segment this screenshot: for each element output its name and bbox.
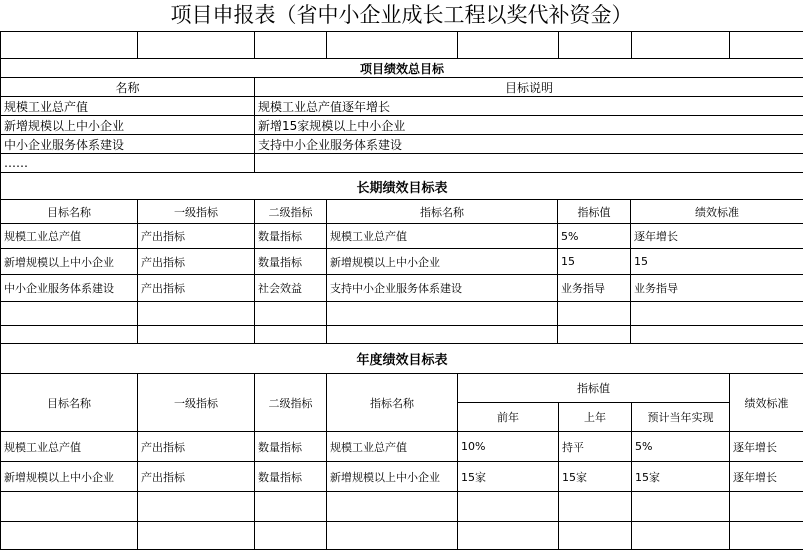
table-cell: 10% xyxy=(458,432,559,462)
long-term-table xyxy=(0,172,803,344)
blank-cell xyxy=(138,32,255,59)
table-cell: 5% xyxy=(558,224,631,249)
table-cell: 新增规模以上中小企业 xyxy=(1,462,138,492)
blank-cell xyxy=(632,32,730,59)
blank-cell xyxy=(327,326,558,344)
blank-cell xyxy=(1,522,138,550)
table-row xyxy=(1,462,803,492)
table-cell: 持平 xyxy=(559,432,632,462)
table-cell: 规模工业总产值 xyxy=(327,224,558,249)
table-row xyxy=(1,116,803,135)
table-cell: 新增规模以上中小企业 xyxy=(1,249,138,275)
long-term-header-goal: 目标名称 xyxy=(1,200,138,224)
table-cell: 产出指标 xyxy=(138,224,255,249)
annual-header-goal: 目标名称 xyxy=(1,374,138,432)
page-title: 项目申报表（省中小企业成长工程以奖代补资金） xyxy=(170,3,633,27)
blank-cell xyxy=(559,522,632,550)
table-cell: 5% xyxy=(632,432,730,462)
table-row xyxy=(1,97,803,116)
annual-header-expected: 预计当年实现 xyxy=(632,403,730,432)
summary-name-cell: 中小企业服务体系建设 xyxy=(1,135,255,154)
annual-header-level1: 一级指标 xyxy=(138,374,255,432)
table-cell: 数量指标 xyxy=(255,249,327,275)
table-cell: 逐年增长 xyxy=(730,462,803,492)
blank-cell xyxy=(558,302,631,326)
blank-cell xyxy=(1,326,138,344)
summary-name-cell: 新增规模以上中小企业 xyxy=(1,116,255,135)
blank-cell xyxy=(1,492,138,522)
annual-header-last-year: 上年 xyxy=(559,403,632,432)
table-row xyxy=(1,326,803,344)
table-cell: 产出指标 xyxy=(138,249,255,275)
table-cell: 新增规模以上中小企业 xyxy=(327,249,558,275)
long-term-header-indicator: 指标名称 xyxy=(327,200,558,224)
blank-cell xyxy=(327,32,458,59)
table-cell: 15 xyxy=(558,249,631,275)
table-cell: 数量指标 xyxy=(255,462,327,492)
blank-cell xyxy=(631,326,803,344)
long-term-header-value: 指标值 xyxy=(558,200,631,224)
table-cell: 新增规模以上中小企业 xyxy=(327,462,458,492)
summary-col-desc: 目标说明 xyxy=(255,78,803,97)
table-row xyxy=(1,135,803,154)
blank-cell xyxy=(631,302,803,326)
blank-cell xyxy=(255,492,327,522)
table-cell: 业务指导 xyxy=(558,275,631,302)
summary-heading: 项目绩效总目标 xyxy=(1,59,803,78)
table-cell: 15家 xyxy=(632,462,730,492)
blank-cell xyxy=(458,492,559,522)
table-cell: 15 xyxy=(631,249,803,275)
table-cell: 规模工业总产值 xyxy=(1,432,138,462)
blank-cell xyxy=(138,492,255,522)
blank-cell xyxy=(1,302,138,326)
annual-header-value-group: 指标值 xyxy=(458,374,730,403)
annual-header-indicator: 指标名称 xyxy=(327,374,458,432)
table-cell: 产出指标 xyxy=(138,462,255,492)
table-cell: 逐年增长 xyxy=(631,224,803,249)
table-cell: 数量指标 xyxy=(255,432,327,462)
table-cell: 产出指标 xyxy=(138,275,255,302)
blank-cell xyxy=(458,522,559,550)
blank-cell xyxy=(730,492,803,522)
summary-name-cell: 规模工业总产值 xyxy=(1,97,255,116)
table-row xyxy=(1,224,803,249)
blank-cell xyxy=(255,154,803,173)
blank-cell xyxy=(730,522,803,550)
blank-cell xyxy=(632,522,730,550)
summary-desc-cell: 规模工业总产值逐年增长 xyxy=(255,97,803,116)
annual-heading: 年度绩效目标表 xyxy=(1,344,803,374)
long-term-header-standard: 绩效标准 xyxy=(631,200,803,224)
table-row xyxy=(1,302,803,326)
blank-cell xyxy=(327,492,458,522)
blank-cell xyxy=(327,302,558,326)
blank-cell xyxy=(559,492,632,522)
annual-header-prev-year: 前年 xyxy=(458,403,559,432)
long-term-heading: 长期绩效目标表 xyxy=(1,173,803,200)
blank-cell xyxy=(138,522,255,550)
summary-table xyxy=(0,58,803,173)
table-row xyxy=(1,492,803,522)
blank-cell xyxy=(138,302,255,326)
table-cell: 社会效益 xyxy=(255,275,327,302)
table-cell: 产出指标 xyxy=(138,432,255,462)
table-row xyxy=(1,249,803,275)
annual-table xyxy=(0,343,803,550)
annual-header-standard: 绩效标准 xyxy=(730,374,803,432)
blank-cell xyxy=(327,522,458,550)
blank-cell xyxy=(730,32,803,59)
blank-cell xyxy=(138,326,255,344)
table-cell: 逐年增长 xyxy=(730,432,803,462)
table-cell: 业务指导 xyxy=(631,275,803,302)
blank-cell xyxy=(255,522,327,550)
table-row xyxy=(1,275,803,302)
header-blank-grid xyxy=(0,31,803,59)
blank-cell xyxy=(255,326,327,344)
summary-ellipsis: …… xyxy=(1,154,255,173)
summary-desc-cell: 新增15家规模以上中小企业 xyxy=(255,116,803,135)
table-cell: 中小企业服务体系建设 xyxy=(1,275,138,302)
blank-cell xyxy=(632,492,730,522)
annual-header-level2: 二级指标 xyxy=(255,374,327,432)
table-cell: 15家 xyxy=(458,462,559,492)
table-cell: 15家 xyxy=(559,462,632,492)
table-cell: 支持中小企业服务体系建设 xyxy=(327,275,558,302)
blank-cell xyxy=(558,326,631,344)
blank-cell xyxy=(255,302,327,326)
table-row xyxy=(1,432,803,462)
table-cell: 规模工业总产值 xyxy=(1,224,138,249)
summary-col-name: 名称 xyxy=(1,78,255,97)
blank-cell xyxy=(458,32,559,59)
blank-cell xyxy=(255,32,327,59)
blank-cell xyxy=(559,32,632,59)
long-term-header-level1: 一级指标 xyxy=(138,200,255,224)
table-row xyxy=(1,522,803,550)
summary-desc-cell: 支持中小企业服务体系建设 xyxy=(255,135,803,154)
table-cell: 规模工业总产值 xyxy=(327,432,458,462)
blank-cell xyxy=(1,32,138,59)
table-cell: 数量指标 xyxy=(255,224,327,249)
long-term-header-level2: 二级指标 xyxy=(255,200,327,224)
